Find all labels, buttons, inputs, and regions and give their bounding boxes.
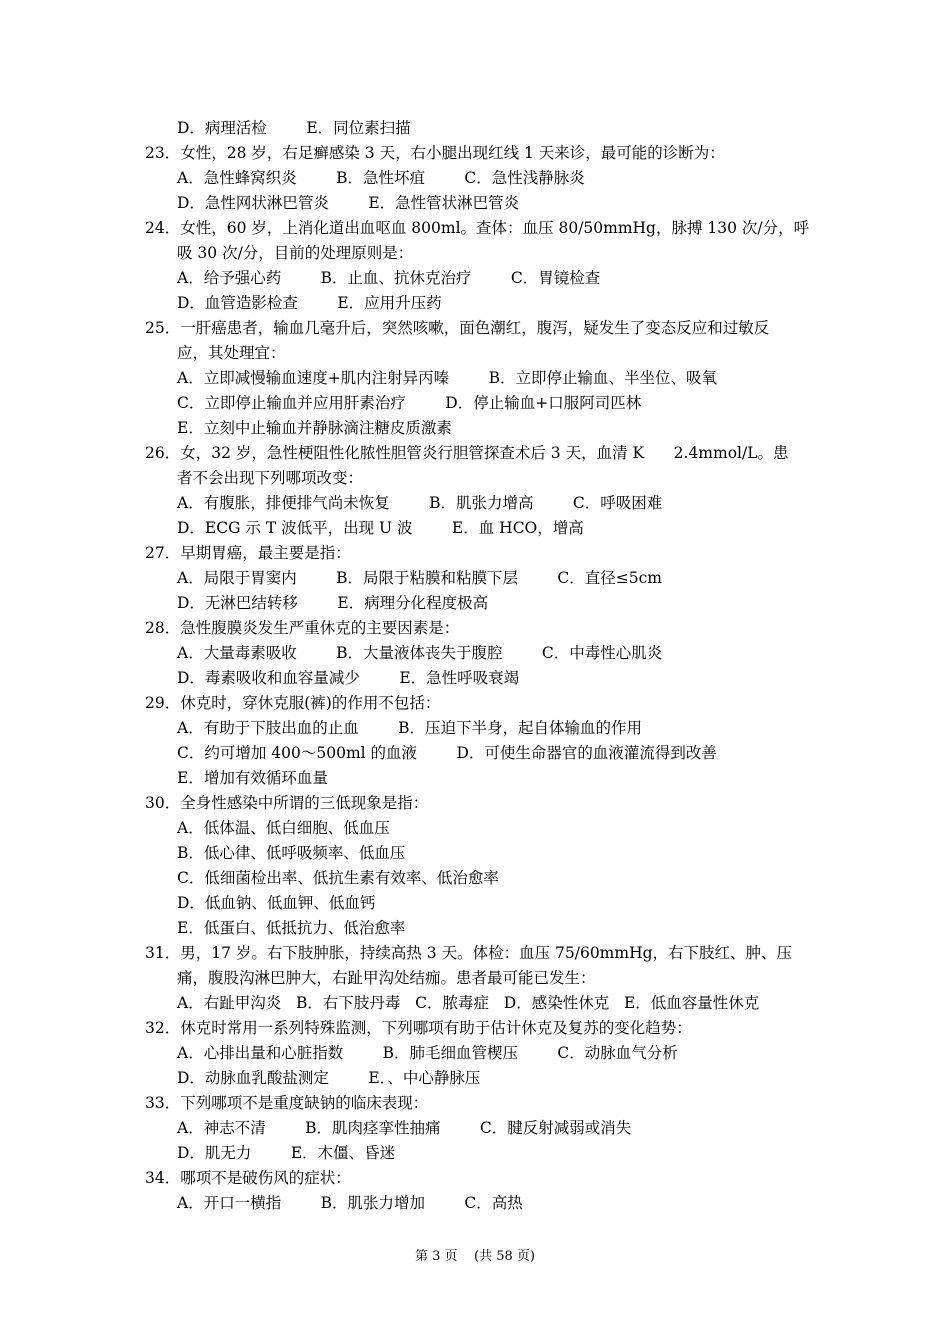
options-27-line1: A．局限于胃窦内 B．局限于粘膜和粘膜下层 C．直径≤5cm	[177, 569, 663, 587]
options-29-line1: A．有助于下肢出血的止血 B．压迫下半身，起自体输血的作用	[177, 719, 643, 737]
question-31: 31．男，17 岁。右下肢肿胀，持续高热 3 天。体检：血压 75/60mmHg，右下肢红、肿、压	[145, 944, 793, 962]
options-26-line1: A．有腹胀，排便排气尚未恢复 B．肌张力增高 C．呼吸困难	[177, 494, 663, 512]
options-29-line2: C．约可增加 400～500ml 的血液 D．可使生命器官的血液灌流得到改善	[177, 744, 717, 762]
text-line: D．病理活检 E．同位素扫描	[177, 119, 411, 137]
question-31-cont: 痛，腹股沟淋巴肿大，右趾甲沟处结痂。患者最可能已发生：	[177, 969, 596, 987]
options-29-line3: E．增加有效循环血量	[177, 769, 328, 787]
question-30: 30．全身性感染中所谓的三低现象是指：	[145, 794, 429, 812]
options-25-line1: A．立即减慢输血速度+肌内注射异丙嗪 B．立即停止输血、半坐位、吸氧	[177, 369, 717, 387]
question-34: 34．哪项不是破伤风的症状：	[145, 1169, 351, 1187]
options-31: A．右趾甲沟炎 B．右下肢丹毒 C．脓毒症 D．感染性休克 E．低血容量性休克	[177, 994, 760, 1012]
options-34-line1: A．开口一横指 B．肌张力增加 C．高热	[177, 1194, 523, 1212]
options-32-line1: A．心排出量和心脏指数 B．肺毛细血管楔压 C．动脉血气分析	[177, 1044, 678, 1062]
question-25: 25．一肝癌患者，输血几毫升后，突然咳嗽，面色潮红，腹泻，疑发生了变态反应和过敏反	[145, 319, 770, 337]
question-27: 27．早期胃癌，最主要是指：	[145, 544, 351, 562]
options-26-line2: D．ECG 示 T 波低平，出现 U 波 E．血 HCO，增高	[177, 519, 584, 537]
options-28-line1: A．大量毒素吸收 B．大量液体丧失于腹腔 C．中毒性心肌炎	[177, 644, 663, 662]
question-26-cont: 者不会出现下列哪项改变：	[177, 469, 364, 487]
page-footer: 第 3 页 (共 58 页)	[414, 1249, 535, 1264]
question-28: 28．急性腹膜炎发生严重休克的主要因素是：	[145, 619, 460, 637]
options-32-line2: D．动脉血乳酸盐测定 E．、中心静脉压	[177, 1069, 481, 1087]
options-28-line2: D．毒素吸收和血容量减少 E．急性呼吸衰竭	[177, 669, 520, 687]
options-25-line2: C．立即停止输血并应用肝素治疗 D．停止输血+口服阿司匹林	[177, 394, 642, 412]
options-30-a: A．低体温、低白细胞、低血压	[177, 819, 390, 837]
options-33-line1: A．神志不清 B．肌肉痉挛性抽痛 C．腱反射减弱或消失	[177, 1119, 632, 1137]
question-24: 24．女性，60 岁，上消化道出血呕血 800ml。查体：血压 80/50mmHg，脉搏 130 次/分，呼	[145, 219, 810, 237]
options-23-line2: D．急性网状淋巴管炎 E．急性管状淋巴管炎	[177, 194, 520, 212]
options-24-line1: A．给予强心药 B．止血、抗休克治疗 C．胃镜检查	[177, 269, 601, 287]
question-25-cont: 应，其处理宜：	[177, 344, 286, 362]
options-27-line2: D．无淋巴结转移 E．病理分化程度极高	[177, 594, 489, 612]
question-32: 32．休克时常用一系列特殊监测，下列哪项有助于估计休克及复苏的变化趋势：	[145, 1019, 692, 1037]
question-29: 29．休克时，穿休克服(裤)的作用不包括：	[145, 694, 441, 712]
options-23-line1: A．急性蜂窝织炎 B．急性坏疽 C．急性浅静脉炎	[177, 169, 585, 187]
options-30-b: B．低心律、低呼吸频率、低血压	[177, 844, 406, 862]
question-33: 33．下列哪项不是重度缺钠的临床表现：	[145, 1094, 429, 1112]
question-23: 23．女性，28 岁，右足癣感染 3 天，右小腿出现红线 1 天来诊，最可能的诊断为：	[145, 144, 725, 162]
question-24-cont: 吸 30 次/分，目前的处理原则是：	[177, 244, 414, 262]
options-33-line2: D．肌无力 E．木僵、昏迷	[177, 1144, 396, 1162]
options-24-line2: D．血管造影检查 E．应用升压药	[177, 294, 442, 312]
question-26: 26．女，32 岁，急性梗阻性化脓性胆管炎行胆管探查术后 3 天，血清 K 2.4mmol/L。患	[145, 444, 789, 462]
options-30-c: C．低细菌检出率、低抗生素有效率、低治愈率	[177, 869, 499, 887]
options-25-line3: E．立刻中止输血并静脉滴注糖皮质激素	[177, 419, 452, 437]
options-30-d: D．低血钠、低血钾、低血钙	[177, 894, 376, 912]
options-30-e: E．低蛋白、低抵抗力、低治愈率	[177, 919, 406, 937]
